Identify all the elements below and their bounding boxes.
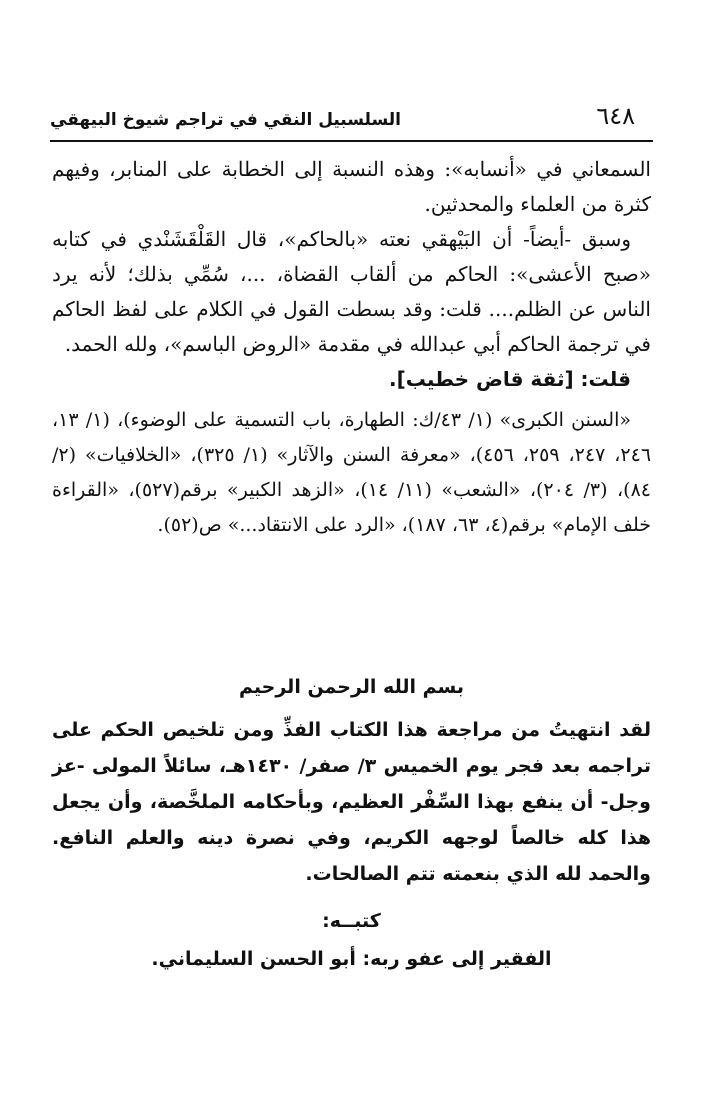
- page-header: [50, 100, 653, 142]
- running-title: السلسبيل النقي في تراجم شيوخ البيهقي: [50, 110, 401, 130]
- main-text: [52, 152, 651, 543]
- basmala: بسم الله الرحمن الرحيم: [239, 676, 464, 698]
- paragraph-hakim: وسبق -أيضاً- أن البَيْهقي نعته «بالحاكم»، قال القَلْقَشَنْدي في كتابه «صبح الأعشى»: الحاكم من ألقاب القضاة، ...، سُمِّي بذلك؛ لأنه يرد الناس عن الظلم.... قلت: وقد بسطت القول في الكلام على لفظ الحاكم في ترجمة الحاكم أبي عبدالله في مقدمة «الروض الباسم»، ولله الحمد.: [52, 227, 651, 356]
- author-signature: الفقير إلى عفو ربه: أبو الحسن السليماني.: [151, 948, 552, 970]
- page-number: ٦٤٨: [596, 102, 635, 130]
- references-paragraph: «السنن الكبرى» (١/ ٤٣/ك: الطهارة، باب التسمية على الوضوء)، (١/ ١٣، ٢٤٦، ٢٤٧، ٢٥٩، ٤٥٦)، «معرفة السنن والآثار» (١/ ٣٢٥)، «الخلافيات» (٢/ ٨٤)، (٣/ ٢٠٤)، «الشعب» (١١/ ١٤)، «الزهد الكبير» برقم(٥٢٧)، «القراءة خلف الإمام» برقم(٤، ٦٣، ١٨٧)، «الرد على الانتقاد...» ص(٥٢).: [52, 409, 652, 536]
- signed-label: كتبــه:: [322, 910, 381, 932]
- paragraph-nisba: السمعاني في «أنسابه»: وهذه النسبة إلى الخطابة على المنابر، وفيهم كثرة من العلماء والمحدثين.: [52, 157, 651, 216]
- closing-paragraph: لقد انتهيتُ من مراجعة هذا الكتاب الفذِّ ومن تلخيص الحكم على تراجمه بعد فجر يوم الخميس ٣/ صفر/ ١٤٣٠هـ، سائلاً المولى -عز وجل- أن ينفع بهذا السِّفْر العظيم، وبأحكامه الملخَّصة، وأن يجعل هذا كله خالصاً لوجهه الكريم، وفي نصرة دينه والعلم النافع. والحمد لله الذي بنعمته تتم الصالحات.: [52, 719, 652, 885]
- verdict-line: قلت: [ثقة قاض خطيب].: [389, 367, 631, 391]
- closing-section: [52, 672, 651, 974]
